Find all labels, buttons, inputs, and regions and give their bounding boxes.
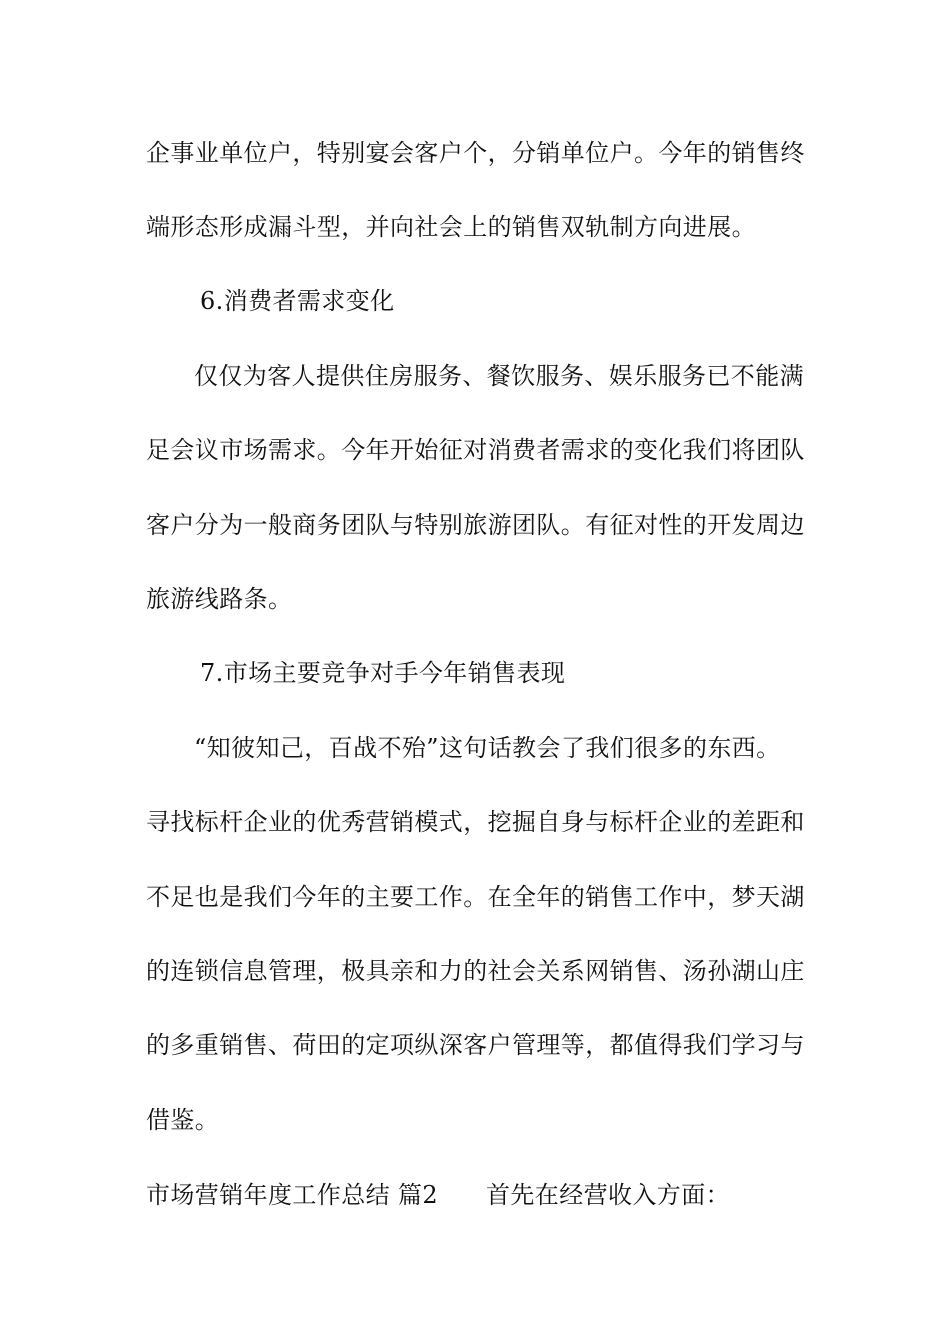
paragraph-line: 客户分为一般商务团队与特别旅游团队。有征对性的开发周边 <box>146 511 805 539</box>
paragraph-line: 寻找标杆企业的优秀营销模式，挖掘自身与标杆企业的差距和 <box>146 808 805 836</box>
paragraph-line: 足会议市场需求。今年开始征对消费者需求的变化我们将团队 <box>146 436 805 464</box>
paragraph-line: 借鉴。 <box>146 1106 220 1134</box>
paragraph-line: 端形态形成漏斗型，并向社会上的销售双轨制方向进展。 <box>146 213 756 241</box>
paragraph-line: 的多重销售、荷田的定项纵深客户管理等，都值得我们学习与 <box>146 1031 805 1059</box>
paragraph-line: “知彼知己，百战不殆”这句话教会了我们很多的东西。 <box>194 734 781 762</box>
paragraph-line: 的连锁信息管理，极具亲和力的社会关系网销售、汤孙湖山庄 <box>146 957 805 985</box>
section-heading-7: 7.市场主要竞争对手今年销售表现 <box>200 659 566 687</box>
section-first-line: 首先在经营收入方面： <box>486 1181 730 1209</box>
paragraph-line: 旅游线路条。 <box>146 585 293 613</box>
section-title: 市场营销年度工作总结 篇2 <box>146 1181 439 1209</box>
section-heading-6: 6.消费者需求变化 <box>200 287 395 315</box>
paragraph-line: 仅仅为客人提供住房服务、餐饮服务、娱乐服务已不能满 <box>194 362 804 390</box>
paragraph-line: 企事业单位户，特别宴会客户个，分销单位户。今年的销售终 <box>146 139 805 167</box>
paragraph-line: 不足也是我们今年的主要工作。在全年的销售工作中，梦天湖 <box>146 883 805 911</box>
